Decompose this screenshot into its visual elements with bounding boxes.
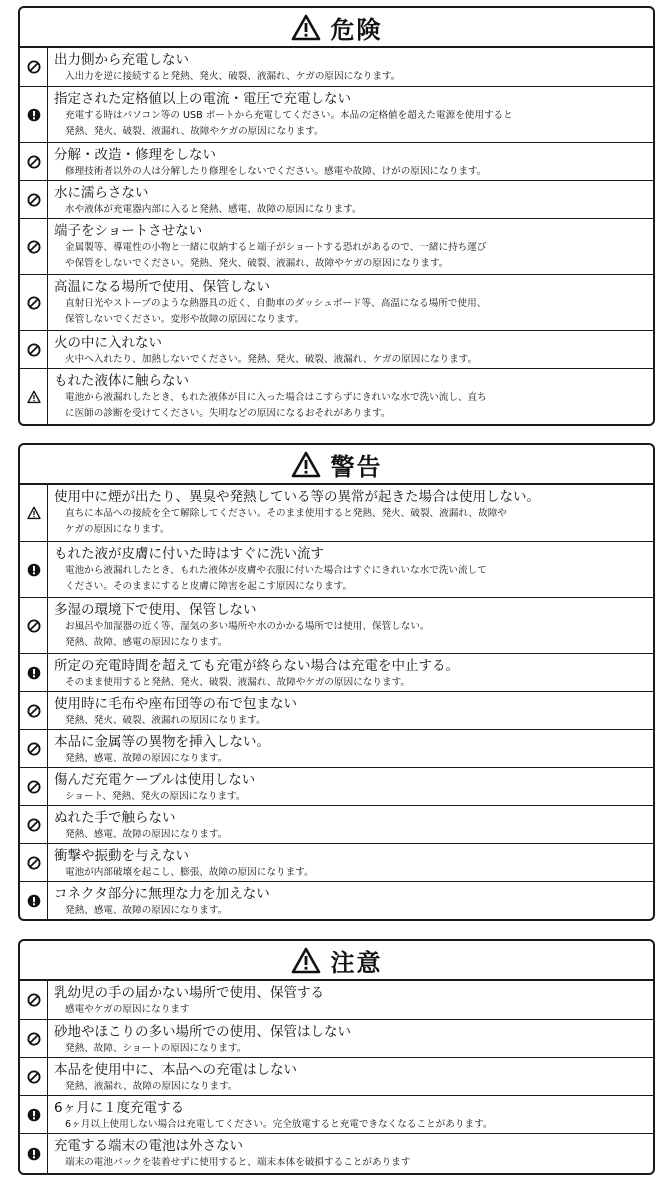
item-title: もれた液が皮膚に付いた時はすぐに洗い流す [54, 546, 324, 562]
item-icon-cell [20, 143, 48, 180]
item-description: 発熱、感電、故障の原因になります。 [65, 753, 228, 764]
item-title: 本品を使用中に、本品への充電はしない [54, 1062, 297, 1078]
caution-icon [27, 390, 41, 404]
item-title: 端子をショートさせない [54, 223, 203, 239]
item-title: 6ヶ月に１度充電する [54, 1100, 185, 1116]
item-title: 充電する端末の電池は外さない [54, 1138, 243, 1154]
safety-item [20, 541, 653, 597]
item-description: 発熱、感電、故障の原因になります。 [65, 829, 228, 840]
item-description: 金属製等、導電性の小物と一緒に収納すると端子がショートする恐れがあるので、一緒に持ち運び や保管をしないでください。発熱、発火、破裂、液漏れ、故障やケガの原因になります。 [65, 242, 487, 269]
item-text [48, 331, 653, 368]
item-icon-cell [20, 48, 48, 86]
item-icon-cell [20, 331, 48, 368]
item-text [48, 369, 653, 424]
item-text [48, 882, 653, 919]
item-icon-cell [20, 1134, 48, 1173]
item-title: 傷んだ充電ケーブルは使用しない [54, 772, 256, 788]
prohibited-icon [27, 240, 41, 254]
item-icon-cell [20, 654, 48, 691]
item-text [48, 219, 653, 274]
item-text [48, 1058, 653, 1095]
item-title: コネクタ部分に無理な力を加えない [54, 886, 270, 902]
item-icon-cell [20, 730, 48, 767]
prohibited-icon [27, 993, 41, 1007]
safety-item [20, 86, 653, 142]
item-title: 出力側から充電しない [54, 52, 189, 68]
item-icon-cell [20, 181, 48, 218]
prohibited-icon [27, 1032, 41, 1046]
item-title: 砂地やほこりの多い場所での使用、保管はしない [54, 1024, 351, 1040]
safety-section [18, 6, 655, 426]
safety-item [20, 597, 653, 653]
item-text [48, 654, 653, 691]
prohibited-icon [27, 704, 41, 718]
item-description: 発熱、液漏れ、故障の原因になります。 [65, 1081, 238, 1092]
item-description: 修理技術者以外の人は分解したり修理をしないでください。感電や故障、けがの原因になります。 [65, 166, 487, 177]
safety-item [20, 485, 653, 541]
safety-item [20, 1057, 653, 1095]
prohibited-icon [27, 619, 41, 633]
item-title: 乳幼児の手の届かない場所で使用、保管する [54, 985, 324, 1001]
prohibited-icon [27, 155, 41, 169]
safety-item [20, 881, 653, 919]
item-description: 電池から液漏れしたとき、もれた液体が皮膚や衣服に付いた場合はすぐにきれいな水で洗い流して ください。そのままにすると皮膚に障害を起こす原因になります。 [65, 565, 487, 592]
item-title: 本品に金属等の異物を挿入しない。 [54, 734, 270, 750]
mandatory-icon [27, 894, 41, 908]
prohibited-icon [27, 296, 41, 310]
safety-section [18, 443, 655, 921]
prohibited-icon [27, 1070, 41, 1084]
item-text [48, 844, 653, 881]
item-icon-cell [20, 844, 48, 881]
safety-item [20, 1019, 653, 1057]
item-icon-cell [20, 981, 48, 1019]
item-title: 水に濡らさない [54, 185, 149, 201]
prohibited-icon [27, 343, 41, 357]
item-description: 端末の電池パックを装着せずに使用すると、端末本体を破損することがあります [65, 1157, 411, 1168]
item-description: そのまま使用すると発熱、発火、破裂、液漏れ、故障やケガの原因になります。 [65, 677, 410, 688]
safety-section [18, 939, 655, 1175]
item-icon-cell [20, 1096, 48, 1133]
item-icon-cell [20, 275, 48, 330]
item-description: 電池が内部破壊を起こし、膨張、故障の原因になります。 [65, 867, 314, 878]
item-title: 分解・改造・修理をしない [54, 147, 216, 163]
prohibited-icon [27, 856, 41, 870]
item-description: 火中へ入れたり、加熱しないでください。発熱、発火、破裂、液漏れ、ケガの原因になります。 [65, 354, 478, 365]
safety-item [20, 691, 653, 729]
section-header [20, 941, 653, 981]
item-icon-cell [20, 806, 48, 843]
safety-item [20, 843, 653, 881]
item-text [48, 143, 653, 180]
item-description: 直射日光やストーブのような熱器具の近く、自動車のダッシュボード等、高温になる場所で使用、 保管しないでください。変形や故障の原因になります。 [65, 298, 487, 325]
prohibited-icon [27, 780, 41, 794]
item-title: 使用時に毛布や座布団等の布で包まない [54, 696, 297, 712]
section-header [20, 8, 653, 48]
item-title: 衝撃や振動を与えない [54, 848, 189, 864]
item-text [48, 768, 653, 805]
mandatory-icon [27, 1108, 41, 1122]
prohibited-icon [27, 193, 41, 207]
safety-item [20, 981, 653, 1019]
item-text [48, 981, 653, 1019]
safety-item [20, 48, 653, 86]
item-title: 高温になる場所で使用、保管しない [54, 279, 270, 295]
mandatory-icon [27, 666, 41, 680]
item-text [48, 48, 653, 86]
section-header [20, 445, 653, 485]
item-description: 充電する時はパソコン等の USB ポートから充電してください。本品の定格値を超えた電源を使用すると 発熱、発火、破裂、液漏れ、故障やケガの原因になります。 [65, 110, 513, 137]
item-icon-cell [20, 485, 48, 541]
prohibited-icon [27, 818, 41, 832]
item-description: 発熱、感電、故障の原因になります。 [65, 905, 228, 916]
item-text [48, 275, 653, 330]
prohibited-icon [27, 742, 41, 756]
item-text [48, 730, 653, 767]
safety-item [20, 767, 653, 805]
item-text [48, 87, 653, 142]
caution-icon [27, 506, 41, 520]
item-description: 6ヶ月以上使用しない場合は充電してください。完全放電すると充電できなくなることがあります。 [65, 1119, 493, 1130]
safety-item [20, 218, 653, 274]
section-title: 注意 [330, 948, 383, 977]
item-text [48, 806, 653, 843]
item-description: 発熱、故障、ショートの原因になります。 [65, 1043, 247, 1054]
item-title: 火の中に入れない [54, 335, 162, 351]
safety-item [20, 330, 653, 368]
item-title: 指定された定格値以上の電流・電圧で充電しない [54, 91, 351, 107]
section-title: 危険 [330, 15, 383, 44]
mandatory-icon [27, 108, 41, 122]
item-text [48, 1020, 653, 1057]
safety-item [20, 805, 653, 843]
item-icon-cell [20, 1020, 48, 1057]
safety-item [20, 729, 653, 767]
item-text [48, 542, 653, 597]
item-text [48, 692, 653, 729]
item-description: 電池から液漏れしたとき、もれた液体が目に入った場合はこすらずにきれいな水で洗い流し、直ち に医師の診断を受けてください。失明などの原因になるおそれがあります。 [65, 392, 487, 419]
warning-triangle-icon [291, 14, 321, 41]
safety-item [20, 653, 653, 691]
safety-item [20, 1133, 653, 1173]
item-icon-cell [20, 1058, 48, 1095]
warning-triangle-icon [291, 947, 321, 974]
item-title: 使用中に煙が出たり、異臭や発熱している等の異常が起きた場合は使用しない。 [54, 489, 540, 505]
item-description: お風呂や加湿器の近く等、湿気の多い場所や水のかかる場所では使用、保管しない。 発熱、故障、感電の原因になります。 [65, 621, 430, 648]
item-icon-cell [20, 219, 48, 274]
item-text [48, 1134, 653, 1173]
mandatory-icon [27, 563, 41, 577]
item-title: ぬれた手で触らない [54, 810, 176, 826]
item-text [48, 1096, 653, 1133]
safety-item [20, 142, 653, 180]
item-text [48, 485, 653, 541]
prohibited-icon [27, 60, 41, 74]
safety-item [20, 368, 653, 424]
item-title: 多湿の環境下で使用、保管しない [54, 602, 257, 618]
item-description: 感電やケガの原因になります [65, 1004, 190, 1015]
item-description: 水や液体が充電器内部に入ると発熱、感電、故障の原因になります。 [65, 204, 362, 215]
item-icon-cell [20, 768, 48, 805]
safety-item [20, 1095, 653, 1133]
item-icon-cell [20, 882, 48, 919]
item-description: ショート、発熱、発火の原因になります。 [65, 791, 246, 802]
item-icon-cell [20, 692, 48, 729]
item-text [48, 598, 653, 653]
item-icon-cell [20, 369, 48, 424]
safety-item [20, 180, 653, 218]
safety-item [20, 274, 653, 330]
warning-triangle-icon [291, 451, 321, 478]
item-title: 所定の充電時間を超えても充電が終らない場合は充電を中止する。 [54, 658, 459, 674]
item-description: 直ちに本品への接続を全て解除してください。そのまま使用すると発熱、発火、破裂、液漏れ、故障や ケガの原因になります。 [65, 508, 507, 535]
item-description: 入出力を逆に接続すると発熱、発火、破裂、液漏れ、ケガの原因になります。 [65, 71, 401, 82]
item-icon-cell [20, 598, 48, 653]
mandatory-icon [27, 1147, 41, 1161]
item-text [48, 181, 653, 218]
section-title: 警告 [330, 452, 383, 481]
item-description: 発熱、発火、破裂、液漏れの原因になります。 [65, 715, 266, 726]
item-icon-cell [20, 87, 48, 142]
item-title: もれた液体に触らない [54, 373, 189, 389]
item-icon-cell [20, 542, 48, 597]
